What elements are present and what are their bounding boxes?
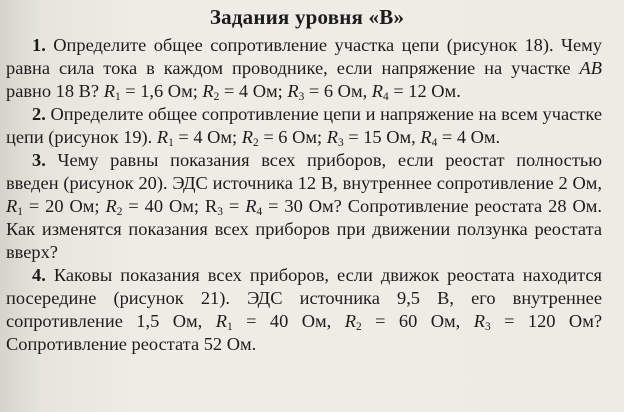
problem-3 [6, 149, 602, 264]
resistor-symbol: R [204, 196, 218, 216]
resistor-symbol: R [287, 81, 299, 101]
resistor-symbol: R [103, 81, 115, 101]
resistor-index: 2 [355, 321, 362, 334]
resistor-index: 3 [217, 206, 223, 219]
resistor-index: 3 [298, 91, 305, 104]
resistor-value: = 6 Ом, [304, 81, 372, 101]
resistor-value: = 4 Ом; [219, 81, 288, 101]
resistor-value: = [222, 196, 246, 216]
problem-4 [6, 264, 602, 356]
resistor-symbol: R [105, 196, 117, 216]
resistor-symbol: R [6, 196, 18, 216]
resistor-symbol: R [420, 127, 432, 147]
problem-2 [6, 103, 602, 149]
resistor-symbol: R [344, 311, 356, 331]
resistor-value: = 4 Ом; [173, 127, 242, 147]
resistor-value: = 40 Ом; [122, 196, 205, 216]
resistor-index: 3 [337, 137, 344, 150]
problem-text: Каковы показания всех приборов, если движок реостата находится посередине (рисунок 21). ЭДС источника 9,5 В, его внутреннее сопротивление 1,5 Ом, [6, 265, 602, 331]
resistor-index: 1 [168, 137, 174, 150]
resistor-symbol: R [326, 127, 338, 147]
resistor-symbol: R [215, 311, 227, 331]
resistor-symbol: R [371, 81, 384, 101]
resistor-value: = 4 Ом. [437, 127, 501, 147]
section-title: Задания уровня «В» [209, 5, 405, 29]
resistor-symbol: R [245, 196, 257, 216]
resistor-symbol: R [202, 81, 214, 101]
resistor-value: = 20 Ом; [22, 196, 106, 216]
problem-number: 4. [32, 265, 46, 285]
problem-1 [6, 34, 602, 103]
resistor-index: 1 [17, 206, 23, 219]
resistor-index: 2 [253, 137, 259, 150]
resistor-index: 1 [114, 91, 121, 104]
resistor-index: 1 [226, 321, 233, 334]
resistor-index: 4 [431, 137, 438, 150]
resistor-symbol: R [241, 127, 254, 147]
problem-text: Определите общее сопротивление участка цепи (рисунок 18). Чему равна сила тока в каждом проводнике, если напряжение на участке [6, 35, 602, 78]
problem-number: 2. [32, 104, 46, 124]
resistor-value: = 12 Ом. [388, 81, 461, 101]
problem-text: равно 18 В? [6, 81, 104, 101]
resistor-symbol: R [156, 127, 169, 147]
resistor-index: 4 [256, 206, 263, 219]
resistor-value: = 30 Ом? Сопротивление реостата 28 Ом. Как изменятся показания всех приборов при движении ползунка реостата вверх? [6, 196, 602, 262]
resistor-index: 4 [383, 91, 389, 104]
problem-text: Определите общее сопротивление цепи и напряжение на всем участке цепи (рисунок 19). [6, 104, 602, 147]
resistor-value: = 15 Ом, [343, 127, 421, 147]
problem-number: 1. [32, 35, 46, 55]
resistor-index: 3 [484, 321, 491, 334]
resistor-value: = 1,6 Ом; [120, 81, 203, 101]
resistor-index: 2 [213, 91, 220, 104]
resistor-index: 2 [116, 206, 123, 219]
resistor-value: = 60 Ом, [361, 311, 474, 331]
resistor-value: = 40 Ом, [232, 311, 345, 331]
problem-number: 3. [32, 150, 46, 170]
segment-label: AB [579, 58, 602, 78]
problem-text: Чему равны показания всех приборов, если реостат полностью введен (рисунок 20). ЭДС источника 12 В, внутреннее сопротивление 2 Ом, [6, 150, 602, 193]
resistor-symbol: R [473, 311, 485, 331]
resistor-value: = 6 Ом; [258, 127, 327, 147]
resistor-value: = 120 Ом? Сопротивление реостата 52 Ом. [6, 311, 603, 354]
